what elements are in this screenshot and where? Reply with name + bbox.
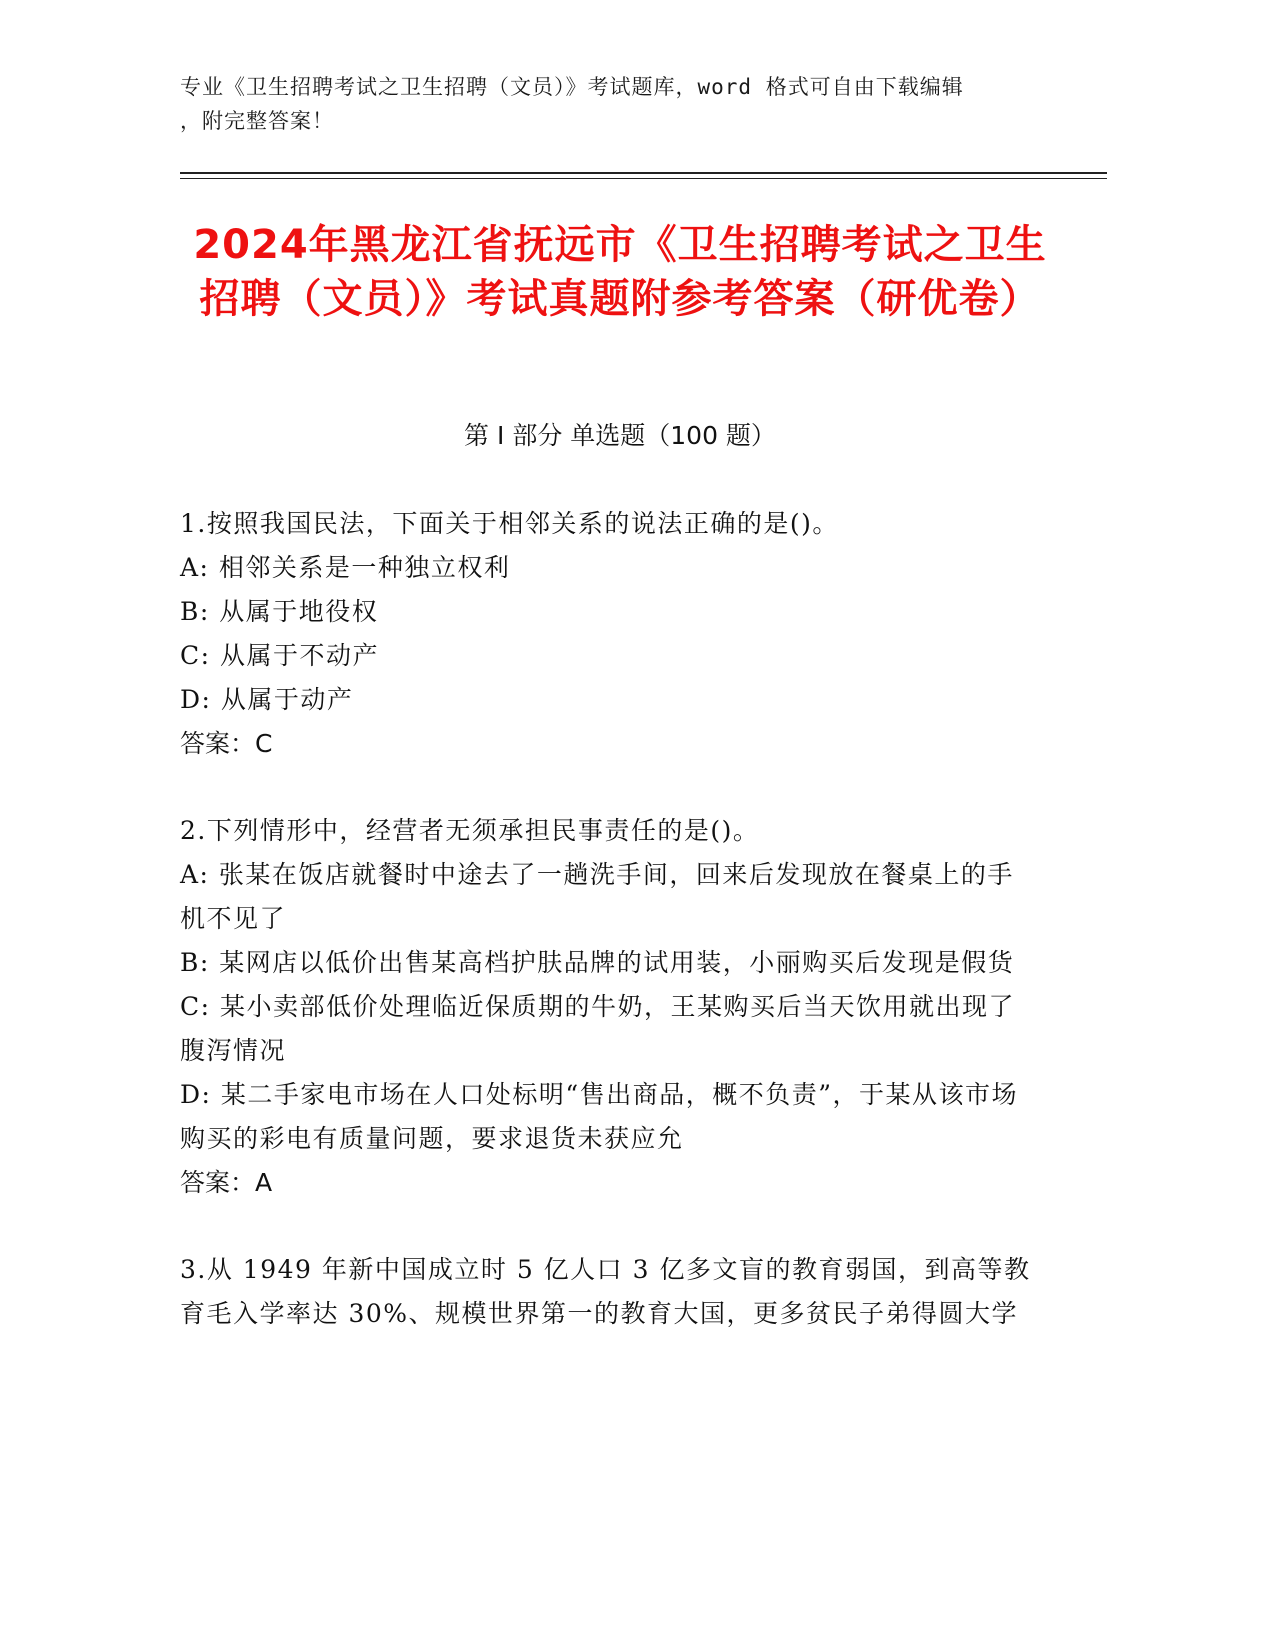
option-c: C: 从属于不动产 — [180, 641, 379, 670]
header-line-2: ，附完整答案！ — [180, 109, 334, 133]
question-stem: 2.下列情形中，经营者无须承担民事责任的是()。 — [180, 816, 760, 845]
answer: 答案：C — [180, 729, 273, 758]
option-d: D: 某二手家电市场在人口处标明“售出商品，概不负责”，于某从该市场购买的彩电有质量问题，要求退货未获应允 — [180, 1080, 1018, 1153]
header-line-1: 专业《卫生招聘考试之卫生招聘（文员）》考试题库，word 格式可自由下载编辑 — [180, 75, 964, 99]
question-stem: 3.从 1949 年新中国成立时 5 亿人口 3 亿多文盲的教育弱国，到高等教育毛入学率达 30%、规模世界第一的教育大国，更多贫民子弟得圆大学 — [180, 1255, 1031, 1328]
option-a: A: 张某在饭店就餐时中途去了一趟洗手间，回来后发现放在餐桌上的手机不见了 — [180, 860, 1014, 933]
document-title: 2024年黑龙江省抚远市《卫生招聘考试之卫生招聘（文员）》考试真题附参考答案（研优卷） — [193, 222, 1047, 322]
option-c: C: 某小卖部低价处理临近保质期的牛奶，王某购买后当天饮用就出现了腹泻情况 — [180, 992, 1016, 1065]
section-heading: 第 I 部分 单选题（100 题） — [464, 421, 776, 450]
option-a: A: 相邻关系是一种独立权利 — [180, 553, 511, 582]
question-1 — [180, 502, 1040, 766]
question-list — [180, 502, 1040, 1379]
answer: 答案：A — [180, 1168, 273, 1197]
question-3 — [180, 1248, 1040, 1336]
header-note — [180, 70, 1060, 138]
question-2 — [180, 809, 1040, 1205]
header-divider-thin — [180, 178, 1107, 179]
option-b: B: 从属于地役权 — [180, 597, 379, 626]
option-d: D: 从属于动产 — [180, 685, 354, 714]
header-divider-thick — [180, 172, 1107, 174]
question-stem: 1.按照我国民法，下面关于相邻关系的说法正确的是()。 — [180, 509, 839, 538]
option-b: B: 某网店以低价出售某高档护肤品牌的试用装，小丽购买后发现是假货 — [180, 948, 1015, 977]
